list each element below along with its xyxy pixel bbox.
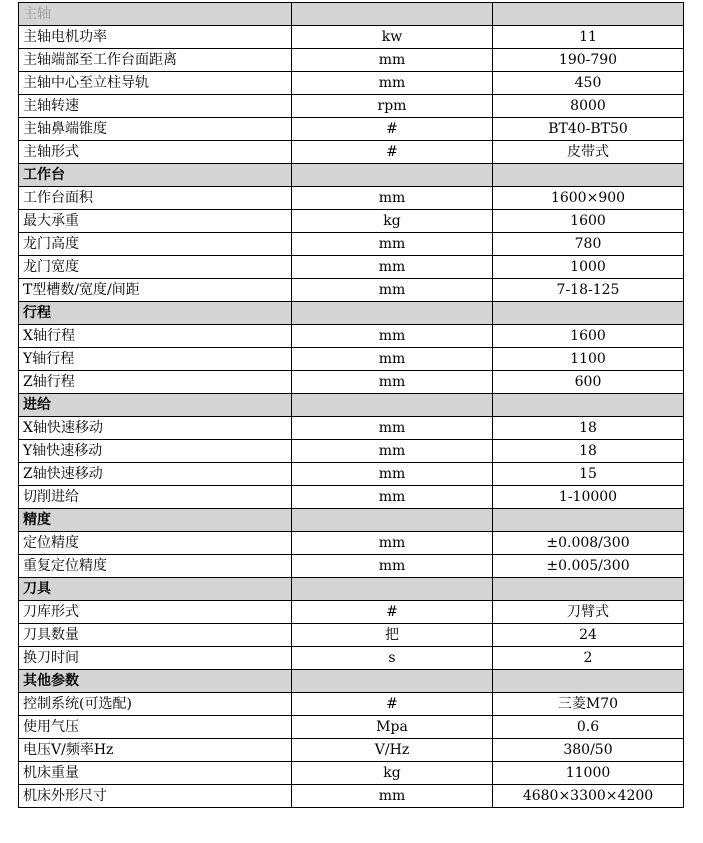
- section-header-unit-cell: [292, 302, 493, 325]
- table-row: [19, 72, 684, 95]
- section-header-value-cell: [493, 302, 684, 325]
- param-unit: rpm: [292, 95, 493, 118]
- table-row: [19, 532, 684, 555]
- param-name: 控制系统(可选配): [19, 693, 292, 716]
- param-unit: Mpa: [292, 716, 493, 739]
- section-header-unit-cell: [292, 509, 493, 532]
- param-value: 1600×900: [493, 187, 684, 210]
- param-unit: mm: [292, 187, 493, 210]
- param-name: 主轴中心至立柱导轨: [19, 72, 292, 95]
- param-name: 主轴端部至工作台面距离: [19, 49, 292, 72]
- section-header-value-cell: [493, 670, 684, 693]
- param-unit: #: [292, 601, 493, 624]
- param-value: 8000: [493, 95, 684, 118]
- param-unit: mm: [292, 348, 493, 371]
- param-name: 主轴电机功率: [19, 26, 292, 49]
- param-value: 15: [493, 463, 684, 486]
- table-row: [19, 785, 684, 808]
- param-unit: kg: [292, 210, 493, 233]
- section-header-row: [19, 164, 684, 187]
- param-unit: mm: [292, 555, 493, 578]
- section-title: 精度: [19, 509, 292, 532]
- param-value: 450: [493, 72, 684, 95]
- param-value: 380/50: [493, 739, 684, 762]
- section-header-value-cell: [493, 578, 684, 601]
- table-row: [19, 141, 684, 164]
- param-unit: mm: [292, 279, 493, 302]
- table-row: [19, 210, 684, 233]
- param-name: 使用气压: [19, 716, 292, 739]
- param-value: ±0.008/300: [493, 532, 684, 555]
- section-header-unit-cell: [292, 670, 493, 693]
- section-header-value-cell: [493, 394, 684, 417]
- param-unit: mm: [292, 486, 493, 509]
- param-unit: mm: [292, 785, 493, 808]
- param-name: 重复定位精度: [19, 555, 292, 578]
- table-row: [19, 233, 684, 256]
- param-value: 24: [493, 624, 684, 647]
- param-name: 定位精度: [19, 532, 292, 555]
- param-value: 190-790: [493, 49, 684, 72]
- section-header-row: [19, 509, 684, 532]
- section-title: 主轴: [19, 3, 292, 26]
- section-header-row: [19, 3, 684, 26]
- param-unit: mm: [292, 233, 493, 256]
- param-name: T型槽数/宽度/间距: [19, 279, 292, 302]
- table-row: [19, 647, 684, 670]
- section-title: 其他参数: [19, 670, 292, 693]
- param-name: 龙门宽度: [19, 256, 292, 279]
- param-name: 切削进给: [19, 486, 292, 509]
- param-name: Z轴快速移动: [19, 463, 292, 486]
- param-value: 1100: [493, 348, 684, 371]
- table-row: [19, 486, 684, 509]
- param-unit: kw: [292, 26, 493, 49]
- section-title: 工作台: [19, 164, 292, 187]
- spec-table: [18, 2, 684, 808]
- section-title: 刀具: [19, 578, 292, 601]
- section-title: 行程: [19, 302, 292, 325]
- param-unit: mm: [292, 463, 493, 486]
- table-row: [19, 440, 684, 463]
- param-value: ±0.005/300: [493, 555, 684, 578]
- table-row: [19, 762, 684, 785]
- param-value: 7-18-125: [493, 279, 684, 302]
- param-value: 刀臂式: [493, 601, 684, 624]
- param-name: 刀具数量: [19, 624, 292, 647]
- param-value: 1600: [493, 210, 684, 233]
- param-name: Z轴行程: [19, 371, 292, 394]
- table-row: [19, 95, 684, 118]
- table-row: [19, 463, 684, 486]
- param-value: 三菱M70: [493, 693, 684, 716]
- param-name: 主轴转速: [19, 95, 292, 118]
- table-row: [19, 371, 684, 394]
- param-unit: kg: [292, 762, 493, 785]
- param-unit: V/Hz: [292, 739, 493, 762]
- param-value: 11000: [493, 762, 684, 785]
- table-row: [19, 601, 684, 624]
- section-header-row: [19, 670, 684, 693]
- param-name: 刀库形式: [19, 601, 292, 624]
- param-value: 780: [493, 233, 684, 256]
- param-unit: mm: [292, 417, 493, 440]
- table-row: [19, 716, 684, 739]
- section-header-row: [19, 578, 684, 601]
- table-row: [19, 118, 684, 141]
- param-unit: mm: [292, 325, 493, 348]
- param-name: 工作台面积: [19, 187, 292, 210]
- param-name: 最大承重: [19, 210, 292, 233]
- param-name: X轴行程: [19, 325, 292, 348]
- param-name: Y轴行程: [19, 348, 292, 371]
- param-value: 0.6: [493, 716, 684, 739]
- section-header-unit-cell: [292, 164, 493, 187]
- param-unit: s: [292, 647, 493, 670]
- param-value: 2: [493, 647, 684, 670]
- param-value: BT40-BT50: [493, 118, 684, 141]
- param-name: 主轴形式: [19, 141, 292, 164]
- table-row: [19, 624, 684, 647]
- param-value: 4680×3300×4200: [493, 785, 684, 808]
- param-name: 龙门高度: [19, 233, 292, 256]
- param-value: 600: [493, 371, 684, 394]
- section-title: 进给: [19, 394, 292, 417]
- table-row: [19, 325, 684, 348]
- table-row: [19, 348, 684, 371]
- param-unit: mm: [292, 49, 493, 72]
- param-unit: mm: [292, 371, 493, 394]
- section-header-value-cell: [493, 164, 684, 187]
- section-header-row: [19, 394, 684, 417]
- table-row: [19, 26, 684, 49]
- param-value: 1000: [493, 256, 684, 279]
- table-row: [19, 693, 684, 716]
- param-unit: #: [292, 693, 493, 716]
- param-value: 皮带式: [493, 141, 684, 164]
- param-unit: 把: [292, 624, 493, 647]
- param-name: 换刀时间: [19, 647, 292, 670]
- section-header-value-cell: [493, 509, 684, 532]
- param-value: 18: [493, 417, 684, 440]
- section-header-value-cell: [493, 3, 684, 26]
- param-value: 1600: [493, 325, 684, 348]
- param-unit: #: [292, 141, 493, 164]
- param-unit: mm: [292, 72, 493, 95]
- param-unit: mm: [292, 256, 493, 279]
- param-unit: mm: [292, 440, 493, 463]
- table-row: [19, 187, 684, 210]
- param-name: 机床重量: [19, 762, 292, 785]
- section-header-unit-cell: [292, 394, 493, 417]
- param-value: 18: [493, 440, 684, 463]
- table-row: [19, 256, 684, 279]
- param-name: Y轴快速移动: [19, 440, 292, 463]
- param-name: 电压V/频率Hz: [19, 739, 292, 762]
- param-name: 主轴鼻端锥度: [19, 118, 292, 141]
- param-unit: #: [292, 118, 493, 141]
- table-row: [19, 555, 684, 578]
- param-unit: mm: [292, 532, 493, 555]
- param-name: X轴快速移动: [19, 417, 292, 440]
- section-header-unit-cell: [292, 3, 493, 26]
- param-name: 机床外形尺寸: [19, 785, 292, 808]
- section-header-unit-cell: [292, 578, 493, 601]
- table-row: [19, 279, 684, 302]
- table-row: [19, 739, 684, 762]
- param-value: 1-10000: [493, 486, 684, 509]
- param-value: 11: [493, 26, 684, 49]
- spec-table-body: [19, 3, 684, 808]
- section-header-row: [19, 302, 684, 325]
- table-row: [19, 49, 684, 72]
- table-row: [19, 417, 684, 440]
